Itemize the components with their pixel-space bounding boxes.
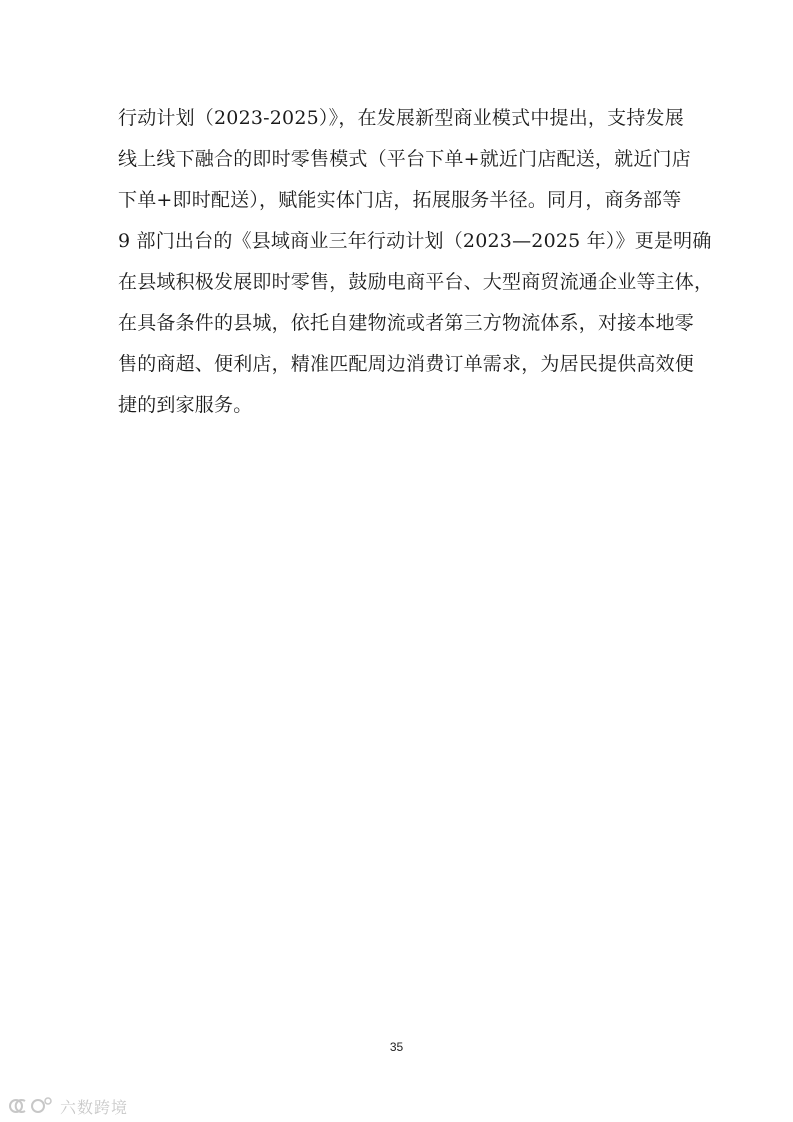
paragraph-line: 在具备条件的县城，依托自建物流或者第三方物流体系，对接本地零: [118, 312, 695, 334]
watermark-logo-icon: [8, 1095, 54, 1117]
paragraph-line: 售的商超、便利店，精准匹配周边消费订单需求，为居民提供高效便: [118, 353, 695, 375]
paragraph-line: 9 部门出台的《县域商业三年行动计划（2023—2025 年）》更是明确: [118, 230, 712, 252]
watermark-text: 六数跨境: [60, 1097, 129, 1117]
body-paragraph: [118, 98, 714, 426]
watermark: [8, 1094, 128, 1118]
paragraph-line: 行动计划（2023-2025）》，在发展新型商业模式中提出，支持发展: [118, 107, 684, 129]
paragraph-line: 在县域积极发展即时零售，鼓励电商平台、大型商贸流通企业等主体，: [118, 271, 714, 293]
paragraph-line: 线上线下融合的即时零售模式（平台下单+就近门店配送，就近门店: [118, 148, 691, 170]
page-number: 35: [389, 1040, 404, 1054]
paragraph-line: 下单+即时配送），赋能实体门店，拓展服务半径。同月，商务部等: [118, 189, 682, 211]
paragraph-line: 捷的到家服务。: [118, 394, 253, 416]
